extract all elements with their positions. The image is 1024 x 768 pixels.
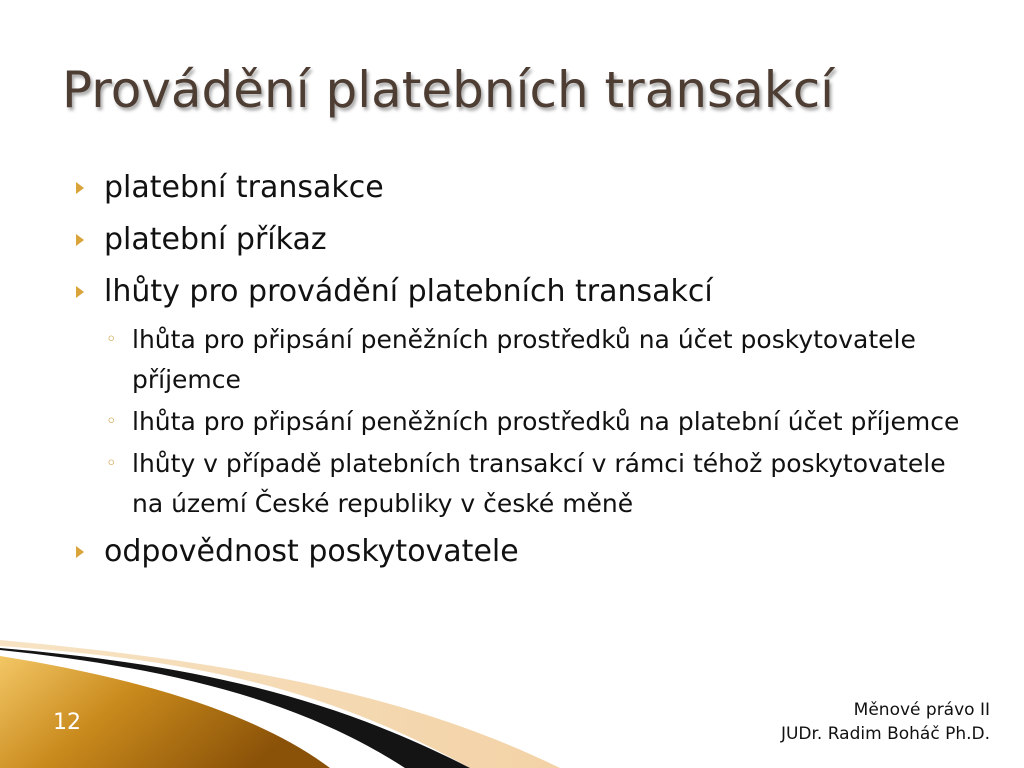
bullet-text: platební příkaz [104, 222, 327, 257]
bullet-item [72, 532, 972, 572]
footer [781, 698, 990, 746]
page-number: 12 [53, 710, 81, 735]
sub-bullet-text: lhůta pro připsání peněžních prostředků na účet poskytovatele příjemce [132, 325, 916, 394]
ring-bullet-icon: ◦ [106, 329, 117, 350]
bullet-text: platební transakce [104, 170, 384, 205]
sub-bullet-text: lhůty v případě platebních transakcí v rámci téhož poskytovatele na území České republiky v české měně [132, 449, 946, 518]
footer-course: Měnové právo II [853, 700, 990, 720]
slide-title: Provádění platebních transakcí [62, 61, 835, 119]
triangle-right-icon [76, 182, 84, 194]
sub-bullet-item [72, 402, 972, 442]
bullet-text: lhůty pro provádění platebních transakcí [104, 274, 713, 309]
triangle-right-icon [76, 234, 84, 246]
triangle-right-icon [76, 546, 84, 558]
bullet-item [72, 168, 972, 208]
footer-author: JUDr. Radim Boháč Ph.D. [780, 724, 990, 744]
sub-bullet-list [72, 320, 972, 524]
sub-bullet-text: lhůta pro připsání peněžních prostředků na platební účet příjemce [132, 407, 960, 436]
sub-bullet-item [72, 444, 972, 524]
sub-bullet-item [72, 320, 972, 400]
ring-bullet-icon: ◦ [106, 453, 117, 474]
bullet-list [72, 168, 972, 584]
bullet-text: odpovědnost poskytovatele [104, 534, 519, 569]
bullet-item [72, 272, 972, 312]
ring-bullet-icon: ◦ [106, 411, 117, 432]
triangle-right-icon [76, 286, 84, 298]
bullet-item [72, 220, 972, 260]
